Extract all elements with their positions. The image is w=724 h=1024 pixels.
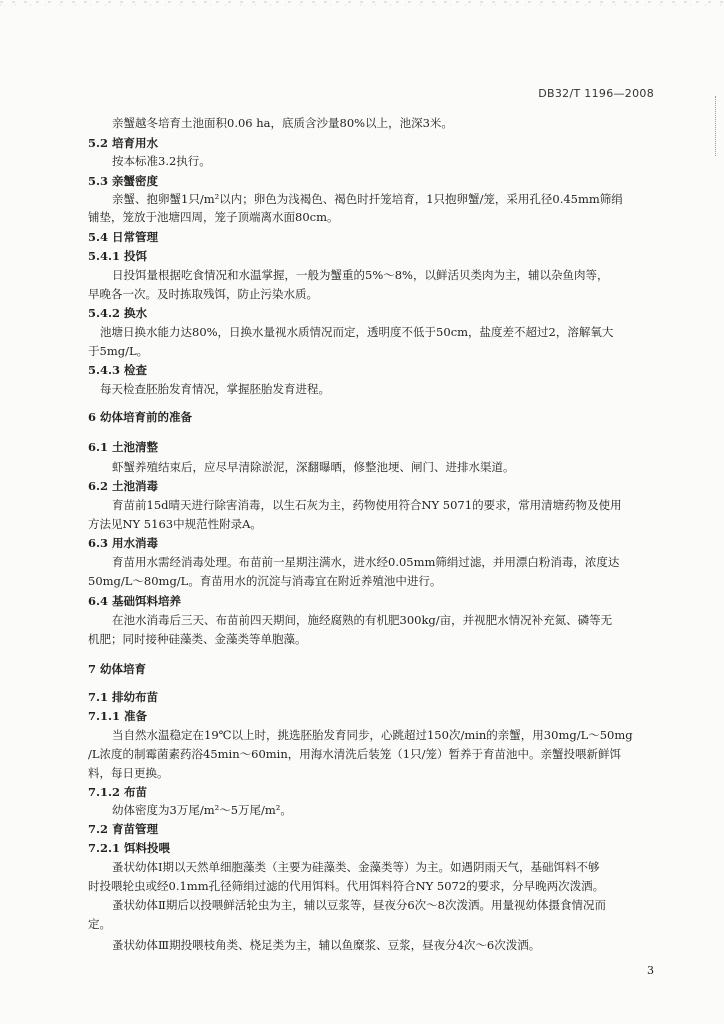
paragraph-line: 在池水消毒后三天、布苗前四天期间，施经腐熟的有机肥300kg/亩，并视肥水情况补充氮、磷等无: [112, 613, 613, 627]
paragraph-line: 亲蟹越冬培育土池面积0.06 ha，底质含沙量80%以上，池深3米。: [112, 116, 453, 130]
paragraph-line: /L浓度的制霉菌素药浴45min～60min，用海水清洗后装笼（1只/笼）暂养于育苗池中。亲蟹投喂新鲜饵: [88, 747, 621, 761]
section-heading: 7.1.2 布苗: [88, 785, 148, 799]
paragraph-line: 育苗前15d晴天进行除害消毒，以生石灰为主，药物使用符合NY 5071的要求，常用清塘药物及使用: [112, 498, 622, 512]
binding-edge-mark: [715, 96, 724, 156]
paragraph-line: 当自然水温稳定在19℃以上时，挑选胚胎发育同步，心跳超过150次/min的亲蟹，用30mg/L～50mg: [112, 728, 633, 742]
paragraph-line: 铺垫，笼放于池塘四周，笼子顶端离水面80cm。: [88, 210, 339, 224]
paragraph-line: 方法见NY 5163中规范性附录A。: [88, 517, 262, 531]
chapter-heading: 7 幼体培育: [88, 662, 147, 676]
chapter-heading: 6 幼体培育前的准备: [88, 410, 193, 424]
paragraph-line: 按本标准3.2执行。: [112, 154, 211, 168]
section-heading: 6.3 用水消毒: [88, 536, 159, 550]
section-heading: 5.4.2 换水: [88, 306, 148, 320]
section-heading: 6.4 基础饵料培养: [88, 594, 182, 608]
section-heading: 5.4 日常管理: [88, 230, 159, 244]
paragraph-line: 池塘日换水能力达80%，日换水量视水质情况而定，透明度不低于50cm，盐度差不超过2，溶解氧大: [100, 325, 614, 339]
paragraph-line: 时投喂轮虫或经0.1mm孔径筛绢过滤的代用饵料。代用饵料符合NY 5072的要求，分早晚两次泼洒。: [88, 879, 605, 893]
section-heading: 5.4.3 检查: [88, 363, 148, 377]
standard-code: DB32/T 1196—2008: [538, 87, 654, 100]
page-number: 3: [647, 964, 654, 977]
section-heading: 5.4.1 投饵: [88, 249, 148, 263]
paragraph-line: 料，每日更换。: [88, 766, 169, 780]
paragraph-line: 育苗用水需经消毒处理。布苗前一星期注满水，进水经0.05mm筛绢过滤，并用漂白粉消毒，浓度达: [112, 555, 620, 569]
scan-edge-noise: [0, 0, 724, 14]
paragraph-line: 幼体密度为3万尾/m²～5万尾/m²。: [112, 803, 292, 817]
paragraph-line: 蚤状幼体Ⅲ期投喂枝角类、桡足类为主，辅以鱼糜浆、豆浆，昼夜分4次～6次泼洒。: [112, 938, 541, 952]
section-heading: 6.2 土池消毒: [88, 479, 159, 493]
paragraph-line: 虾蟹养殖结束后，应尽早清除淤泥，深翻曝晒，修整池埂、闸门、进排水渠道。: [112, 460, 515, 474]
section-heading: 6.1 土池清整: [88, 440, 159, 454]
section-heading: 7.1.1 准备: [88, 709, 148, 723]
paragraph-line: 蚤状幼体Ⅱ期后以投喂鲜活轮虫为主，辅以豆浆等，昼夜分6次～8次泼洒。用量视幼体摄食情况而: [112, 898, 606, 912]
paragraph-line: 蚤状幼体Ⅰ期以天然单细胞藻类（主要为硅藻类、金藻类等）为主。如遇阴雨天气，基础饵料不够: [112, 860, 600, 874]
paragraph-line: 日投饵量根据吃食情况和水温掌握，一般为蟹重的5%～8%，以鲜活贝类肉为主，辅以杂鱼肉等，: [112, 268, 609, 282]
paragraph-line: 早晚各一次。及时拣取残饵，防止污染水质。: [88, 287, 318, 301]
paragraph-line: 亲蟹、抱卵蟹1只/m²以内；卵色为浅褐色、褐色时扦笼培育，1只抱卵蟹/笼，采用孔径0.45mm筛绢: [112, 192, 623, 206]
section-heading: 5.3 亲蟹密度: [88, 174, 159, 188]
paragraph-line: 每天检查胚胎发育情况，掌握胚胎发育进程。: [100, 382, 330, 396]
section-heading: 7.2 育苗管理: [88, 822, 159, 836]
paragraph-line: 机肥；同时接种硅藻类、金藻类等单胞藻。: [88, 632, 307, 646]
paragraph-line: 50mg/L～80mg/L。育苗用水的沉淀与消毒宜在附近养殖池中进行。: [88, 574, 442, 588]
section-heading: 7.2.1 饵料投喂: [88, 841, 171, 855]
paragraph-line: 于5mg/L。: [88, 344, 149, 358]
section-heading: 5.2 培育用水: [88, 136, 159, 150]
paragraph-line: 定。: [88, 917, 111, 931]
section-heading: 7.1 排幼布苗: [88, 690, 159, 704]
